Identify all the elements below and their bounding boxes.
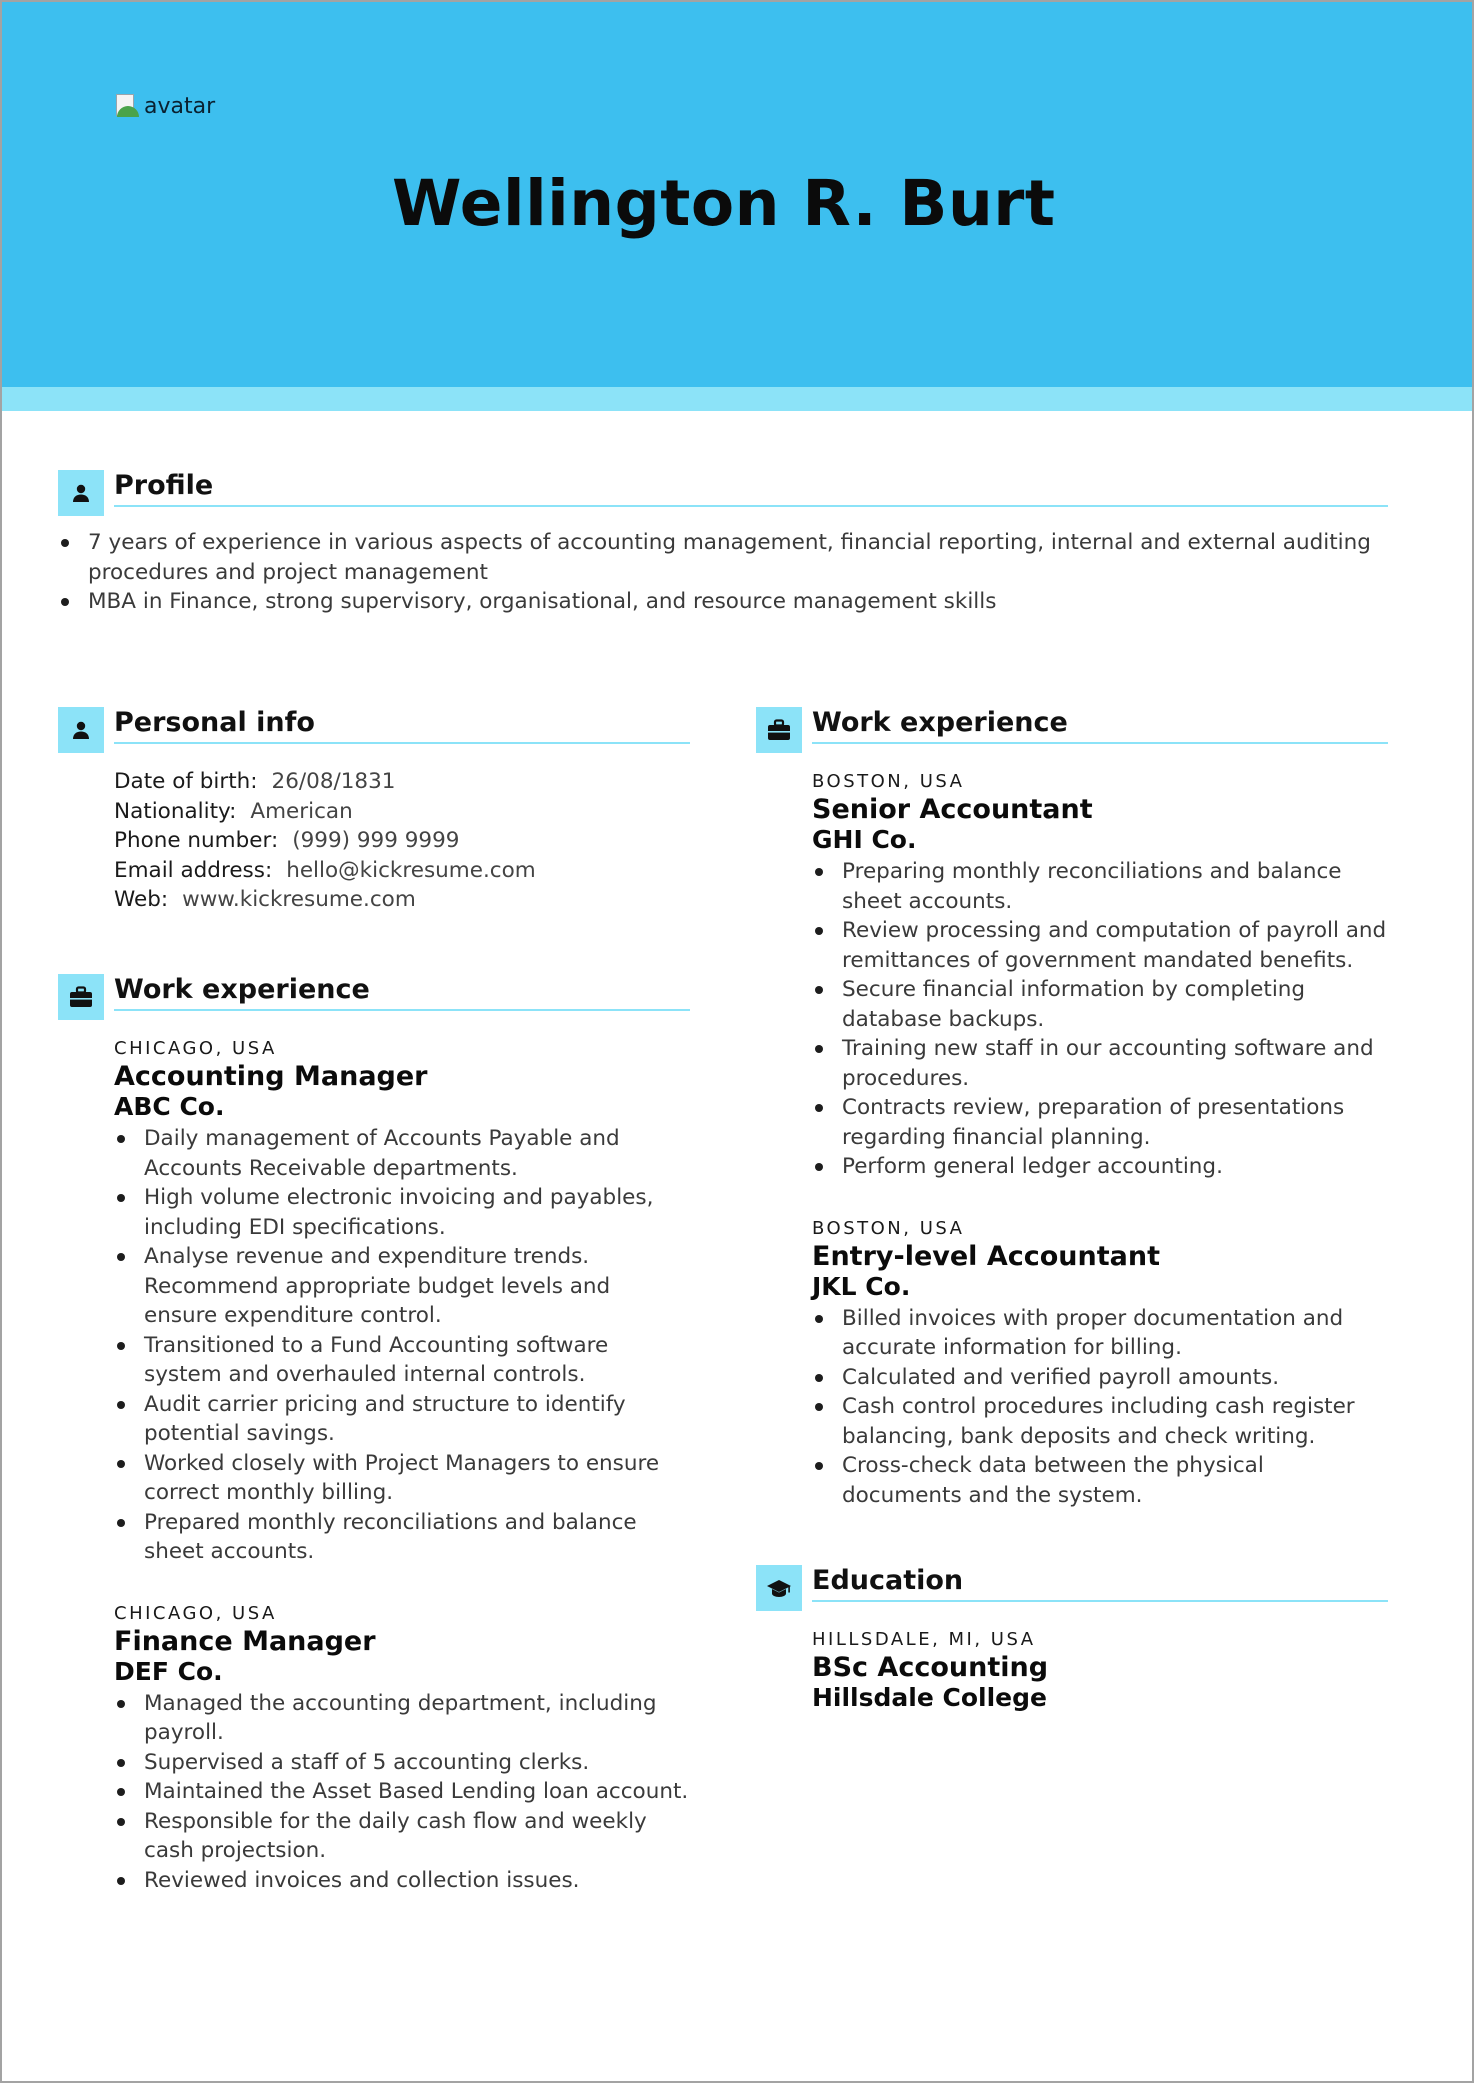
list-item: Secure financial information by completing database backups. [812,975,1388,1034]
graduation-cap-icon [756,1565,802,1611]
info-row-web [114,885,690,915]
section-divider [812,1600,1388,1602]
info-label: Date of birth: [114,769,258,794]
degree: BSc Accounting [812,1652,1049,1683]
section-divider [812,742,1388,744]
info-value: American [250,798,353,824]
list-item: Calculated and verified payroll amounts. [812,1363,1388,1393]
job-duties [114,1124,690,1567]
section-title: Education [812,1565,964,1596]
job-duties [812,857,1388,1182]
section-divider [114,505,1388,507]
list-item: Analyse revenue and expenditure trends. Recommend appropriate budget levels and ensure expenditure control. [114,1242,690,1331]
section-divider [114,1009,690,1011]
section-title: Personal info [114,707,315,738]
job-company: ABC Co. [114,1092,225,1121]
list-item: 7 years of experience in various aspects of accounting management, financial reporting, internal and external auditing procedures and project management [58,528,1388,587]
job-location: BOSTON, USA [812,1217,965,1239]
info-row-nationality [114,797,690,827]
header-banner [2,2,1472,387]
header-accent-band [2,387,1472,411]
job-entry [114,1601,690,1896]
list-item: Training new staff in our accounting software and procedures. [812,1034,1388,1093]
list-item: Maintained the Asset Based Lending loan account. [114,1777,690,1807]
list-item: Cross-check data between the physical documents and the system. [812,1451,1388,1510]
work-list [812,769,1388,1510]
job-entry [114,1036,690,1567]
job-title: Senior Accountant [812,794,1093,825]
list-item: Reviewed invoices and collection issues. [114,1866,690,1896]
info-value: hello@kickresume.com [286,857,536,883]
avatar-alt-text: avatar [144,93,216,119]
list-item: Worked closely with Project Managers to ensure correct monthly billing. [114,1449,690,1508]
info-row-dob [114,767,690,797]
section-title: Work experience [812,707,1068,738]
info-value: (999) 999 9999 [292,828,460,853]
work-experience-section-right [756,707,1388,1544]
list-item: Contracts review, preparation of presentations regarding financial planning. [812,1093,1388,1152]
candidate-name: Wellington R. Burt [392,167,1056,240]
job-title: Accounting Manager [114,1061,428,1092]
list-item: Preparing monthly reconciliations and balance sheet accounts. [812,857,1388,916]
list-item: Daily management of Accounts Payable and Accounts Receivable departments. [114,1124,690,1183]
person-icon [58,707,104,753]
job-duties [114,1689,690,1896]
briefcase-icon [58,974,104,1020]
list-item: MBA in Finance, strong supervisory, organisational, and resource management skills [58,587,1388,617]
list-item: Audit carrier pricing and structure to identify potential savings. [114,1390,690,1449]
list-item: High volume electronic invoicing and payables, including EDI specifications. [114,1183,690,1242]
briefcase-icon [756,707,802,753]
personal-info-list [114,767,690,915]
info-label: Web: [114,887,169,912]
section-header [756,1565,1388,1611]
job-company: JKL Co. [812,1271,911,1301]
list-item: Billed invoices with proper documentation and accurate information for billing. [812,1304,1388,1363]
personal-info-section [58,707,690,915]
list-item: Perform general ledger accounting. [812,1152,1388,1182]
education-entry [812,1627,1388,1713]
person-icon [58,470,104,516]
list-item: Managed the accounting department, including payroll. [114,1689,690,1748]
list-item: Transitioned to a Fund Accounting software system and overhauled internal controls. [114,1331,690,1390]
info-label: Nationality: [114,798,237,824]
job-company: GHI Co. [812,825,917,854]
job-entry [812,769,1388,1182]
profile-section [58,470,1388,617]
info-row-email [114,856,690,886]
section-header [58,470,1388,516]
job-location: CHICAGO, USA [114,1038,277,1059]
list-item: Responsible for the daily cash flow and weekly cash projectsion. [114,1807,690,1866]
job-title: Finance Manager [114,1625,376,1657]
section-header [58,974,690,1020]
avatar [114,92,215,120]
job-company: DEF Co. [114,1656,223,1686]
list-item: Cash control procedures including cash register balancing, bank deposits and check writing. [812,1392,1388,1451]
school-name: Hillsdale College [812,1683,1047,1712]
list-item: Prepared monthly reconciliations and balance sheet accounts. [114,1508,690,1567]
info-value: www.kickresume.com [182,887,416,912]
profile-list [58,528,1388,617]
job-title: Entry-level Accountant [812,1240,1160,1272]
job-location: CHICAGO, USA [114,1602,277,1624]
section-title: Profile [114,470,214,501]
list-item: Review processing and computation of payroll and remittances of government mandated benefits. [812,916,1388,975]
education-section [756,1565,1388,1715]
section-header [58,707,690,753]
work-experience-section-left [58,974,690,1929]
section-header [756,707,1388,753]
job-duties [812,1304,1388,1511]
info-label: Phone number: [114,828,279,853]
list-item: Supervised a staff of 5 accounting clerks. [114,1748,690,1778]
school-location: HILLSDALE, MI, USA [812,1629,1036,1650]
work-list [114,1036,690,1895]
job-location: BOSTON, USA [812,771,965,792]
info-value: 26/08/1831 [271,769,396,794]
info-label: Email address: [114,857,273,883]
section-title: Work experience [114,974,370,1005]
broken-image-icon [114,92,142,120]
section-divider [114,742,690,744]
job-entry [812,1216,1388,1511]
info-row-phone [114,826,690,856]
